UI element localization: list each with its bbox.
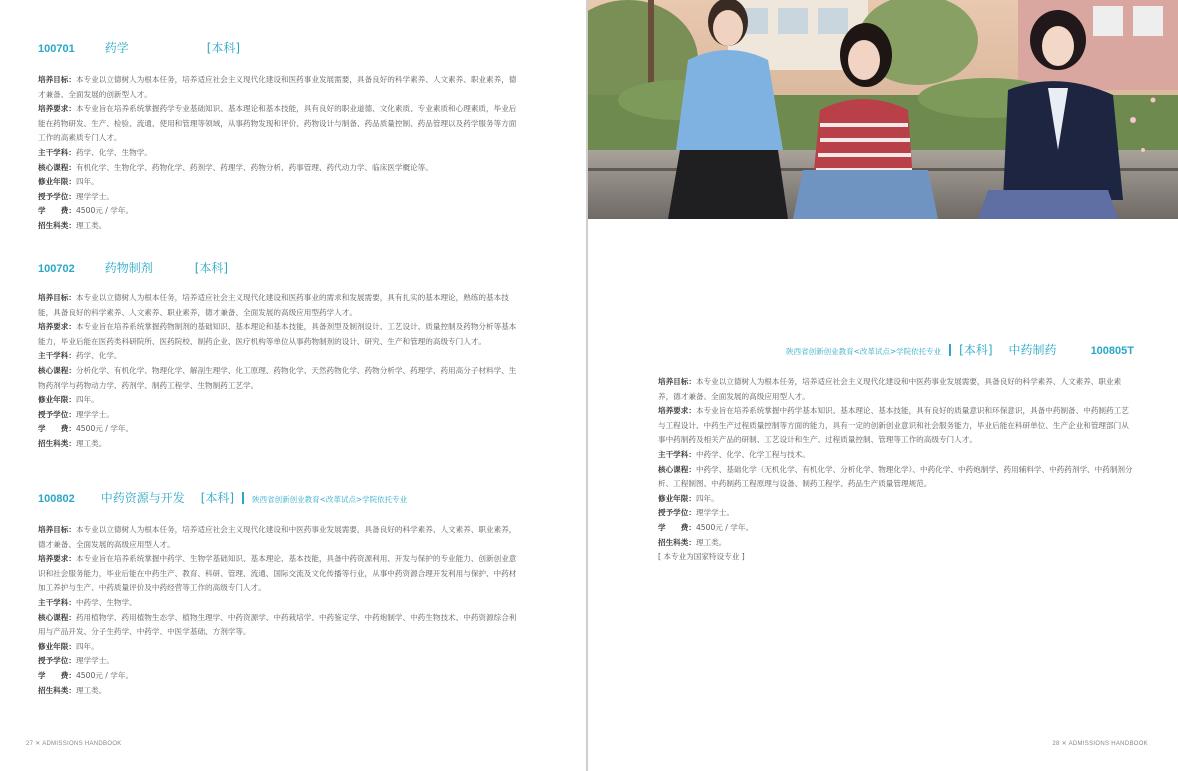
- detail-text: 有机化学、生物化学、药物化学、药剂学、药理学、药物分析、药事管理、药代动力学、临床医学概论等。: [75, 162, 433, 172]
- detail-text: 理工类。: [695, 537, 727, 547]
- detail-text: 四年。: [695, 493, 719, 503]
- detail-row: [38, 393, 520, 408]
- major-detail-rows: [658, 375, 1136, 550]
- detail-label: 主干学科：: [38, 147, 76, 157]
- special-major-note: [ 本专业为国家特设专业 ]: [658, 552, 745, 562]
- detail-row: [38, 596, 520, 611]
- detail-label: 招生科类：: [38, 685, 76, 695]
- page-footer: 27 ✕ ADMISSIONS HANDBOOK: [26, 741, 122, 747]
- detail-label: 修业年限：: [38, 395, 76, 405]
- detail-label: 主干学科：: [38, 597, 76, 607]
- detail-label: 招生科类：: [38, 220, 76, 230]
- detail-label: 学 费：: [38, 424, 76, 434]
- detail-text: 本专业以立德树人为根本任务，培养适应社会主义现代化建设和中医药事业发展需要，具备良好的科学素养、人文素养、职业素养，德才兼备、全面发展的高级应用型人才。: [658, 377, 1122, 401]
- detail-label: 学 费：: [38, 670, 76, 680]
- detail-text: 本专业旨在培养系统掌握药学专业基础知识、基本理论和基本技能，具有良好的职业道德、文化素质、专业素质和心理素质，毕业后能在药物研发、生产、检验、流通、使用和管理等领域，从事药物发现和评价、药物设计与制备、药品质量控制、药品管理以及药学服务等方面工作的高素质专门人才。: [38, 104, 517, 143]
- detail-label: 培养要求：: [38, 322, 76, 332]
- detail-text: 4500元 / 学年。: [75, 670, 134, 680]
- detail-text: 四年。: [75, 177, 99, 187]
- detail-text: 药学、化学。: [75, 351, 122, 361]
- major-details-tcm-pharmaceutics: [658, 375, 1136, 565]
- detail-row: [658, 536, 1136, 551]
- major-code: 100702: [38, 263, 75, 275]
- detail-row: [38, 73, 520, 102]
- students-photo: [588, 0, 1178, 219]
- detail-label: 授予学位：: [38, 656, 76, 666]
- major-code: 100805T: [1090, 345, 1134, 357]
- detail-label: 培养目标：: [38, 293, 76, 302]
- detail-row: [38, 291, 520, 320]
- detail-row: [38, 523, 520, 552]
- detail-label: 核心课程：: [38, 162, 76, 172]
- detail-row: [38, 175, 520, 190]
- degree-label: [本科]: [194, 261, 229, 275]
- detail-label: 授予学位：: [38, 409, 76, 419]
- detail-text: 四年。: [75, 395, 99, 405]
- detail-text: 药学、化学、生物学。: [75, 147, 152, 157]
- detail-text: 中药学、基础化学（无机化学、有机化学、分析化学、物理化学）、中药化学、中药炮制学、药用辅料学、中药药剂学、中药制剂分析、工程制图、中药制药工程原理与设备、制药工程学、药品生产质量管理规范。: [658, 464, 1133, 489]
- students-photo-illustration: [588, 0, 1178, 219]
- detail-label: 培养要求：: [38, 104, 76, 114]
- major-details-tcm-resources: [38, 523, 520, 698]
- detail-row: [38, 364, 520, 393]
- detail-text: 4500元 / 学年。: [695, 522, 754, 532]
- detail-text: 本专业旨在培养系统掌握中药学基本知识、基本理论、基本技能，具有良好的质量意识和环保意识，具备中药制备、中药制药工艺与工程设计、中药生产过程质量控制等方面的能力，具有一定的创新创业意识和社会服务能力，毕业后能在科研单位、生产企业和管理部门从事中药制药及相关产品的研制、工艺设计和生产、过程质量控制、管理等工作的高级专门人才。: [658, 406, 1129, 445]
- detail-text: 理工类。: [75, 438, 107, 448]
- detail-label: 授予学位：: [658, 508, 696, 518]
- detail-row: [658, 492, 1136, 507]
- detail-text: 本专业旨在培养系统掌握中药学、生物学基础知识、基本理论、基本技能，具备中药资源利用、开发与保护的专业能力、创新创业意识和社会服务能力，毕业后能在中药生产、教育、科研、管理、流通、国际交流及文化传播等行业，从事中药资源合理开发利用与保护、中药材加工养护与生产、中药质量评价及中药经营等工作的高级专门人才。: [38, 554, 517, 593]
- detail-row: [658, 463, 1136, 492]
- detail-row: [38, 408, 520, 423]
- left-page: [0, 0, 586, 771]
- pilot-program-label: 陕西省创新创业教育<改革试点>学院依托专业: [786, 347, 942, 356]
- detail-text: 4500元 / 学年。: [75, 424, 134, 434]
- major-details-pharmacy: [38, 73, 520, 234]
- detail-text: 理学学士。: [75, 656, 114, 666]
- detail-label: 主干学科：: [38, 351, 76, 361]
- detail-text: 本专业以立德树人为根本任务，培养适应社会主义现代化建设和医药事业发展需要，具备良好的科学素养、人文素养、职业素养，德才兼备、全面发展的创新型人才。: [38, 75, 517, 99]
- detail-row: [38, 146, 520, 161]
- detail-row: [38, 437, 520, 452]
- major-heading-tcm-resources: [38, 489, 407, 506]
- page-footer: 28 ✕ ADMISSIONS HANDBOOK: [1052, 741, 1148, 747]
- detail-text: 分析化学、有机化学、物理化学、解剖生理学、化工原理、药物化学、天然药物化学、药物分析学、药理学、药用高分子材料学、生物药剂学与药物动力学、药剂学、制药工程学、生物制药工艺学。: [38, 365, 517, 390]
- detail-label: 授予学位：: [38, 191, 76, 201]
- right-page: [588, 0, 1178, 771]
- detail-text: 理学学士。: [75, 409, 114, 419]
- detail-label: 培养目标：: [38, 75, 76, 84]
- detail-label: 修业年限：: [38, 641, 76, 651]
- detail-row: [38, 190, 520, 205]
- detail-label: 修业年限：: [658, 493, 696, 503]
- detail-label: 主干学科：: [658, 449, 696, 459]
- detail-row: [38, 669, 520, 684]
- major-name: 中药资源与开发: [100, 491, 185, 505]
- detail-row: [658, 506, 1136, 521]
- pilot-program-label: 陕西省创新创业教育<改革试点>学院依托专业: [252, 495, 408, 504]
- detail-label: 学 费：: [658, 522, 696, 532]
- detail-row: [38, 640, 520, 655]
- detail-label: 培养目标：: [658, 377, 696, 386]
- detail-text: 本专业旨在培养系统掌握药物制剂的基础知识、基本理论和基本技能，具备剂型及制剂设计、工艺设计、质量控制及药物分析等基本能力，毕业后能在医药类科研院所、医药院校、制药企业、医疗机构等单位从事药物制剂的设计、研究、生产和管理的高级专门人才。: [38, 322, 517, 346]
- detail-row: [38, 161, 520, 176]
- major-heading-tcm-pharmaceutics: [786, 341, 1134, 358]
- detail-row: [38, 349, 520, 364]
- detail-row: [658, 375, 1136, 404]
- detail-row: [38, 102, 520, 146]
- detail-label: 学 费：: [38, 206, 76, 216]
- detail-text: 4500元 / 学年。: [75, 206, 134, 216]
- detail-text: 理工类。: [75, 685, 107, 695]
- detail-label: 培养要求：: [658, 406, 696, 416]
- detail-row: [658, 521, 1136, 536]
- detail-label: 核心课程：: [38, 365, 76, 375]
- detail-text: 理学学士。: [695, 508, 734, 518]
- detail-label: 招生科类：: [38, 438, 76, 448]
- detail-row: [38, 611, 520, 640]
- major-name: 药物制剂: [104, 261, 153, 275]
- detail-row: [38, 684, 520, 699]
- divider-bar: [242, 492, 244, 504]
- detail-row: [38, 552, 520, 596]
- detail-row: [38, 320, 520, 349]
- major-details-pharmaceutics: [38, 291, 520, 452]
- major-heading-pharmacy: [38, 39, 240, 56]
- detail-label: 修业年限：: [38, 177, 76, 187]
- major-name: 中药制药: [1008, 343, 1057, 357]
- detail-label: 核心课程：: [658, 464, 696, 474]
- major-heading-pharmaceutics: [38, 259, 228, 276]
- detail-row: [658, 404, 1136, 448]
- major-code: 100701: [38, 43, 75, 55]
- detail-label: 培养目标：: [38, 525, 76, 534]
- detail-text: 本专业以立德树人为根本任务，培养适应社会主义现代化建设和中医药事业发展需要，具备良好的科学素养、人文素养、职业素养，德才兼备、全面发展的高级应用型人才。: [38, 525, 517, 549]
- detail-label: 核心课程：: [38, 612, 76, 622]
- detail-label: 培养要求：: [38, 554, 76, 564]
- detail-row: [38, 219, 520, 234]
- major-code: 100802: [38, 493, 75, 505]
- detail-row: [38, 204, 520, 219]
- degree-label: [本科]: [959, 343, 993, 357]
- detail-text: 药用植物学、药用植物生态学、植物生理学、中药资源学、中药栽培学、中药鉴定学、中药炮制学、中药生物技术、中药资源综合利用与产品开发、分子生药学、中药学、中医学基础、方剂学等。: [38, 612, 517, 637]
- detail-text: 四年。: [75, 641, 99, 651]
- detail-text: 本专业以立德树人为根本任务，培养适应社会主义现代化建设和医药事业的需求和发展需要，具有扎实的基本理论，熟练的基本技能，具备良好的科学素养、人文素养、职业素养，德才兼备、全面发展的高级应用型药学人才。: [38, 293, 509, 317]
- degree-label: [本科]: [206, 41, 241, 55]
- detail-row: [658, 448, 1136, 463]
- detail-row: [38, 654, 520, 669]
- detail-label: 招生科类：: [658, 537, 696, 547]
- divider-bar: [949, 344, 951, 356]
- detail-row: [38, 422, 520, 437]
- detail-text: 理学学士。: [75, 191, 114, 201]
- detail-text: 中药学、生物学。: [75, 597, 137, 607]
- detail-text: 理工类。: [75, 220, 107, 230]
- major-name: 药学: [104, 41, 129, 55]
- detail-text: 中药学、化学、化学工程与技术。: [695, 449, 810, 459]
- degree-label: [本科]: [200, 491, 235, 505]
